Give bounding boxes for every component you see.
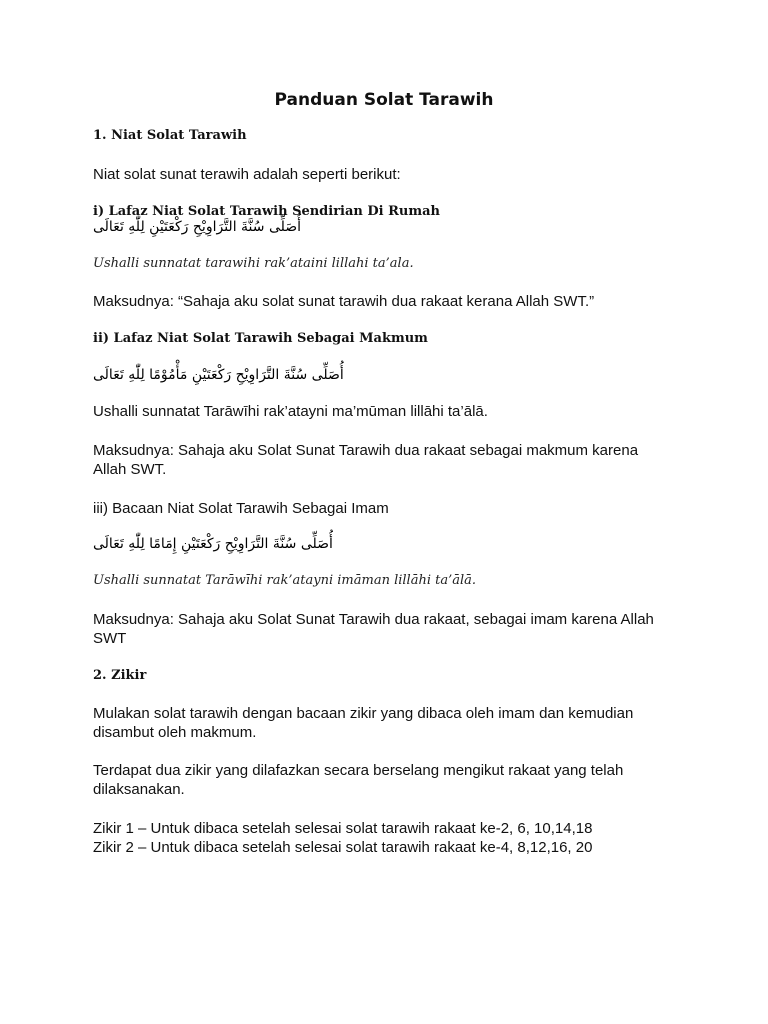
- part-3-arabic: أُصَلِّى سُنَّةَ التَّرَاوِيْحِ رَكْعَتَيْنِ إِمَامًا لِلّٰهِ تَعَالَى: [93, 536, 333, 552]
- zikir-intro-paragraph: Mulakan solat tarawih dengan bacaan zikir yang dibaca oleh imam dan kemudian disambut oleh makmum.: [93, 705, 634, 741]
- part-3-heading: iii) Bacaan Niat Solat Tarawih Sebagai Imam: [93, 500, 389, 517]
- section-1-heading: 1. Niat Solat Tarawih: [93, 128, 247, 143]
- part-1-arabic: أُصَلِّى سُنَّةَ التَّرَاوِيْحِ رَكْعَتَيْنِ لِلّٰهِ تَعَالَى: [93, 219, 302, 235]
- part-2-transliteration: Ushalli sunnatat Tarāwīhi rak’atayni ma’mūman lillāhi ta’ālā.: [93, 403, 488, 420]
- part-3-transliteration: Ushalli sunnatat Tarāwīhi rak’atayni imāman lillāhi ta’ālā.: [93, 573, 477, 588]
- zikir-2-line: Zikir 2 – Untuk dibaca setelah selesai solat tarawih rakaat ke-4, 8,12,16, 20: [93, 839, 593, 856]
- zikir-1-line: Zikir 1 – Untuk dibaca setelah selesai solat tarawih rakaat ke-2, 6, 10,14,18: [93, 820, 593, 837]
- part-3-meaning: Maksudnya: Sahaja aku Solat Sunat Tarawih dua rakaat, sebagai imam karena Allah SWT: [93, 611, 654, 647]
- part-1-meaning: Maksudnya: “Sahaja aku solat sunat tarawih dua rakaat kerana Allah SWT.”: [93, 293, 595, 310]
- part-1-heading: i) Lafaz Niat Solat Tarawih Sendirian Di Rumah: [93, 204, 441, 219]
- page-title: Panduan Solat Tarawih: [274, 90, 494, 110]
- zikir-alternation-paragraph: Terdapat dua zikir yang dilafazkan secara berselang mengikut rakaat yang telah dilaksanakan.: [93, 762, 624, 798]
- part-2-meaning: Maksudnya: Sahaja aku Solat Sunat Tarawih dua rakaat sebagai makmum karena Allah SWT.: [93, 442, 639, 478]
- section-2-heading: 2. Zikir: [93, 668, 147, 683]
- part-1-transliteration: Ushalli sunnatat tarawihi rak’ataini lillahi ta’ala.: [93, 256, 414, 271]
- part-2-arabic: أُصَلِّى سُنَّةَ التَّرَاوِيْحِ رَكْعَتَيْنِ مَأْمُوْمًا لِلّٰهِ تَعَالَى: [93, 367, 344, 383]
- section-1-intro: Niat solat sunat terawih adalah seperti berikut:: [93, 166, 401, 183]
- part-2-heading: ii) Lafaz Niat Solat Tarawih Sebagai Makmum: [93, 331, 428, 346]
